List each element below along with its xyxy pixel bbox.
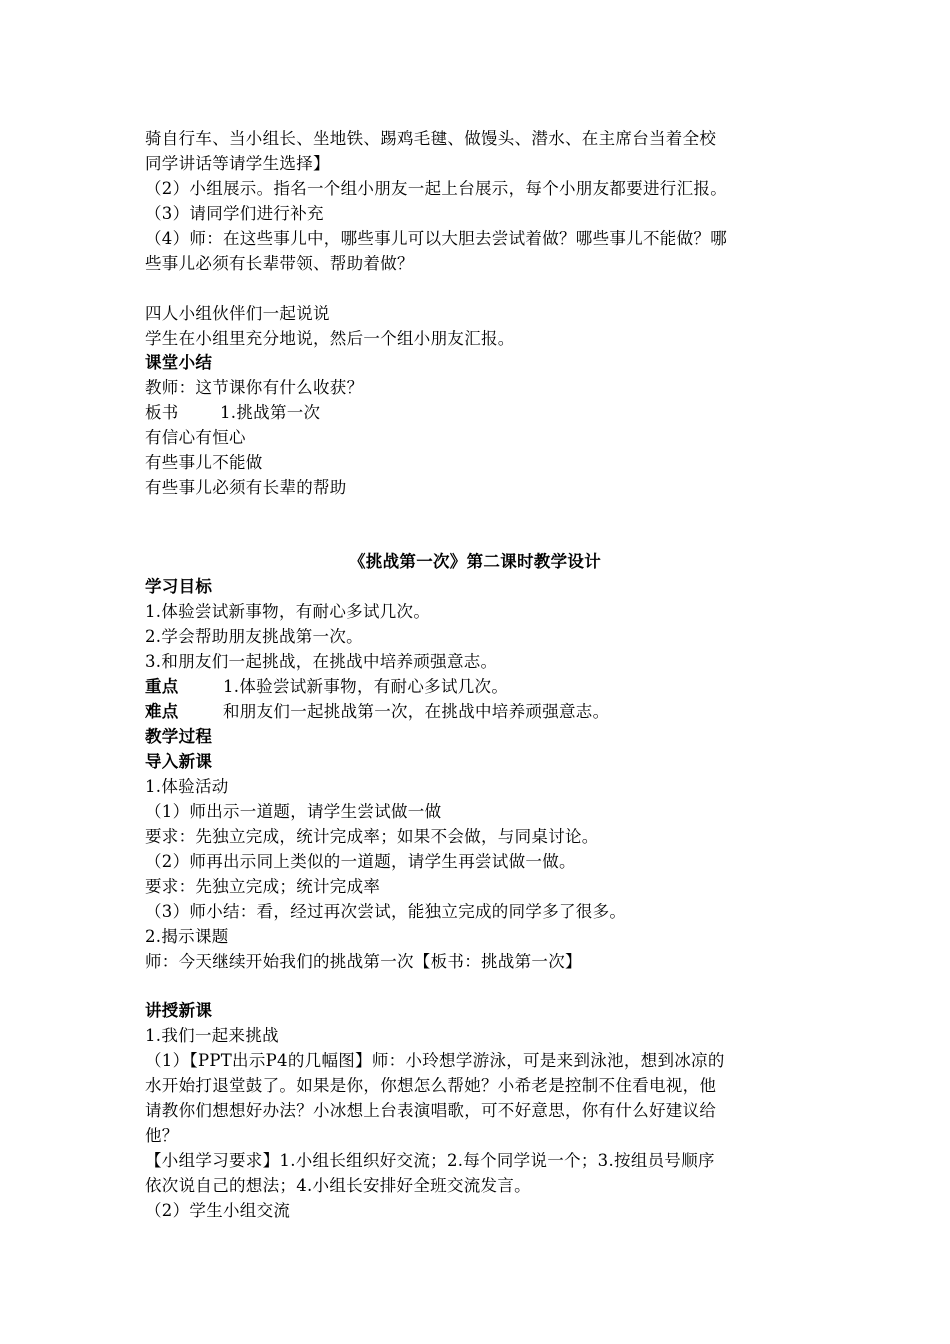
section-heading: 课堂小结 <box>145 353 213 372</box>
board-label: 板书 <box>145 403 179 422</box>
text-line: 教师：这节课你有什么收获？ <box>145 378 364 397</box>
text-line: 四人小组伙伴们一起说说 <box>145 304 330 323</box>
text-line: 骑自行车、当小组长、坐地铁、踢鸡毛毽、做馒头、潜水、在主席台当着全校 <box>145 129 717 148</box>
text-line: （3）师小结：看，经过再次尝试，能独立完成的同学多了很多。 <box>145 902 627 921</box>
text-line: 要求：先独立完成；统计完成率 <box>145 877 381 896</box>
text-line: 【小组学习要求】1.小组长组织好交流；2.每个同学说一个；3.按组员号顺序 <box>145 1151 715 1170</box>
text-line: 1.体验活动 <box>145 777 229 796</box>
text-line: 有些事儿不能做 <box>145 453 263 472</box>
text-line: 要求：先独立完成，统计完成率；如果不会做，与同桌讨论。 <box>145 827 599 846</box>
section-heading: 教学过程 <box>145 727 213 746</box>
difficulty-text: 和朋友们一起挑战第一次，在挑战中培养顽强意志。 <box>223 702 610 721</box>
text-line: （1）【PPT出示P4的几幅图】师：小玲想学游泳，可是来到泳池，想到冰凉的 <box>145 1051 725 1070</box>
text-line: 1.我们一起来挑战 <box>145 1026 279 1045</box>
section-heading: 学习目标 <box>145 577 213 596</box>
board-title: 1.挑战第一次 <box>220 403 321 422</box>
text-line: 有信心有恒心 <box>145 428 246 447</box>
text-line: （2）师再出示同上类似的一道题，请学生再尝试做一做。 <box>145 852 576 871</box>
text-line: 请教你们想想好办法？小冰想上台表演唱歌，可不好意思，你有什么好建议给 <box>145 1101 717 1120</box>
difficulty-label: 难点 <box>145 702 179 721</box>
text-line: 学生在小组里充分地说，然后一个组小朋友汇报。 <box>145 329 515 348</box>
section-heading: 讲授新课 <box>145 1001 213 1020</box>
text-line: （4）师：在这些事儿中，哪些事儿可以大胆去尝试着做？哪些事儿不能做？哪 <box>145 229 727 248</box>
text-line: 同学讲话等请学生选择】 <box>145 154 330 173</box>
text-line: 他？ <box>145 1126 179 1145</box>
text-line: 些事儿必须有长辈带领、帮助着做？ <box>145 254 414 273</box>
text-line: （1）师出示一道题，请学生尝试做一做 <box>145 802 442 821</box>
text-line: 1.体验尝试新事物，有耐心多试几次。 <box>145 602 431 621</box>
text-line: 有些事儿必须有长辈的帮助 <box>145 478 347 497</box>
text-line: 水开始打退堂鼓了。如果是你，你想怎么帮她？小希老是控制不住看电视，他 <box>145 1076 717 1095</box>
text-line: 3.和朋友们一起挑战，在挑战中培养顽强意志。 <box>145 652 498 671</box>
difficulty-line <box>145 700 815 724</box>
text-line: 依次说自己的想法；4.小组长安排好全班交流发言。 <box>145 1176 531 1195</box>
text-line: 2.揭示课题 <box>145 927 229 946</box>
page-title: 《挑战第一次》第二课时教学设计 <box>349 552 601 571</box>
key-point-label: 重点 <box>145 677 179 696</box>
text-line: （3）请同学们进行补充 <box>145 204 324 223</box>
text-line: 师：今天继续开始我们的挑战第一次【板书：挑战第一次】 <box>145 952 582 971</box>
text-line: 2.学会帮助朋友挑战第一次。 <box>145 627 363 646</box>
section-heading: 导入新课 <box>145 752 213 771</box>
text-line: （2）小组展示。指名一个组小朋友一起上台展示，每个小朋友都要进行汇报。 <box>145 179 727 198</box>
key-point-text: 1.体验尝试新事物，有耐心多试几次。 <box>223 677 509 696</box>
text-line: （2）学生小组交流 <box>145 1201 291 1220</box>
key-point-line <box>145 675 815 699</box>
board-line <box>145 401 815 425</box>
